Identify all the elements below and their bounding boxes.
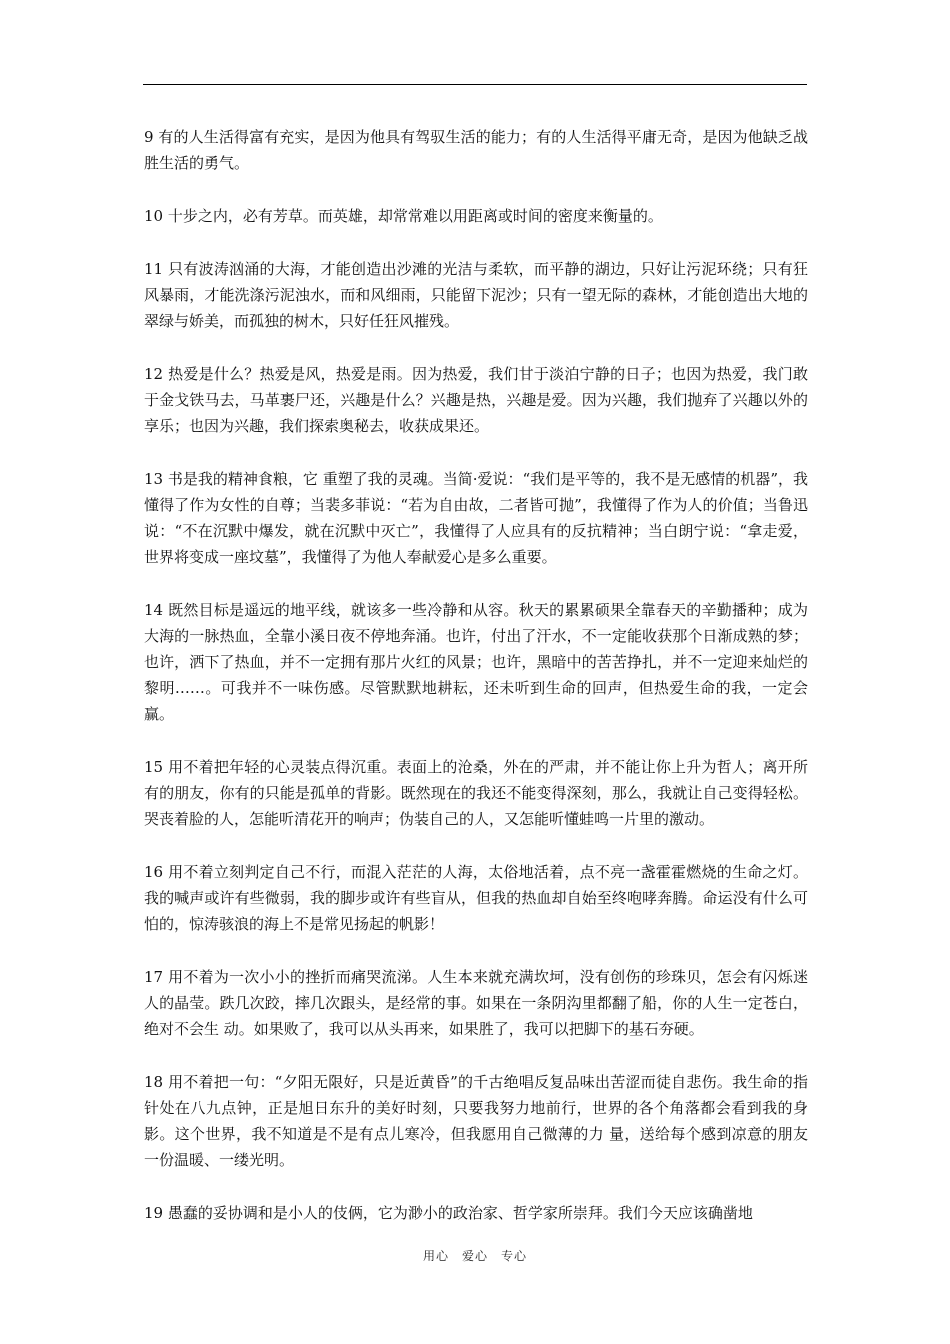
paragraph-9: 9 有的人生活得富有充实，是因为他具有驾驭生活的能力；有的人生活得平庸无奇，是因为他缺乏战胜生活的勇气。 bbox=[144, 128, 808, 172]
paragraph-15: 15 用不着把年轻的心灵装点得沉重。表面上的沧桑，外在的严肃，并不能让你上升为哲人；离开所有的朋友，你有的只能是孤单的背影。既然现在的我还不能变得深刻，那么，我就让自己变得轻松。哭丧着脸的人，怎能听清花开的响声；伪装自己的人，又怎能听懂蛙鸣一片里的激动。 bbox=[144, 758, 808, 828]
paragraph-13: 13 书是我的精神食粮，它 重塑了我的灵魂。当简·爱说：“我们是平等的，我不是无感情的机器”，我懂得了作为女性的自尊；当裴多菲说：“若为自由故，二者皆可抛”，我懂得了作为人的价值；当鲁迅说：“不在沉默中爆发，就在沉默中灭亡”，我懂得了人应具有的反抗精神；当白朗宁说：“拿走爱，世界将变成一座坟墓”，我懂得了为他人奉献爱心是多么重要。 bbox=[144, 470, 808, 566]
paragraph-16: 16 用不着立刻判定自己不行，而混入茫茫的人海，太俗地活着，点不亮一盏霍霍燃烧的生命之灯。我的喊声或许有些微弱，我的脚步或许有些盲从，但我的热血却自始至终咆哮奔腾。命运没有什么可怕的，惊涛骇浪的海上不是常见扬起的帆影！ bbox=[144, 863, 808, 933]
paragraph-19: 19 愚蠢的妥协调和是小人的伎俩，它为渺小的政治家、哲学家所崇拜。我们今天应该确凿地 bbox=[144, 1204, 753, 1222]
paragraph-10: 10 十步之内，必有芳草。而英雄，却常常难以用距离或时间的密度来衡量的。 bbox=[144, 207, 663, 225]
paragraph-11: 11 只有波涛汹涌的大海，才能创造出沙滩的光洁与柔软，而平静的湖边，只好让污泥环绕；只有狂风暴雨，才能洗涤污泥浊水，而和风细雨，只能留下泥沙；只有一望无际的森林，才能创造出大地的翠绿与娇美，而孤独的树木，只好任狂风摧残。 bbox=[144, 260, 808, 330]
header-rule bbox=[143, 84, 807, 85]
paragraph-17: 17 用不着为一次小小的挫折而痛哭流涕。人生本来就充满坎坷，没有创伤的珍珠贝，怎会有闪烁迷人的晶莹。跌几次跤，摔几次跟头，是经常的事。如果在一条阴沟里都翻了船，你的人生一定苍白，绝对不会生 动。如果败了，我可以从头再来，如果胜了，我可以把脚下的基石夯硬。 bbox=[144, 968, 808, 1038]
page-footer: 用心 爱心 专心 bbox=[422, 1249, 527, 1263]
document-body bbox=[144, 124, 808, 1253]
paragraph-18: 18 用不着把一句：“夕阳无限好，只是近黄昏”的千古绝唱反复品味出苦涩而徒自悲伤。我生命的指针处在八九点钟，正是旭日东升的美好时刻，只要我努力地前行，世界的各个角落都会看到我的身影。这个世界，我不知道是不是有点儿寒冷，但我愿用自己微薄的力 量，送给每个感到凉意的朋友一份温暖、一缕光明。 bbox=[144, 1073, 808, 1169]
paragraph-12: 12 热爱是什么？热爱是风，热爱是雨。因为热爱，我们甘于淡泊宁静的日子；也因为热爱，我门敢于金戈铁马去，马革裹尸还，兴趣是什么？兴趣是热，兴趣是爱。因为兴趣，我们抛弃了兴趣以外的享乐；也因为兴趣，我们探索奥秘去，收获成果还。 bbox=[144, 365, 808, 435]
paragraph-14: 14 既然目标是遥远的地平线，就该多一些冷静和从容。秋天的累累硕果全靠春天的辛勤播种；成为大海的一脉热血，全靠小溪日夜不停地奔涌。也许，付出了汗水，不一定能收获那个日渐成熟的梦；也许，洒下了热血，并不一定拥有那片火红的风景；也许，黑暗中的苦苦挣扎，并不一定迎来灿烂的黎明……。可我并不一味伤感。尽管默默地耕耘，还未听到生命的回声，但热爱生命的我，一定会赢。 bbox=[144, 601, 808, 723]
